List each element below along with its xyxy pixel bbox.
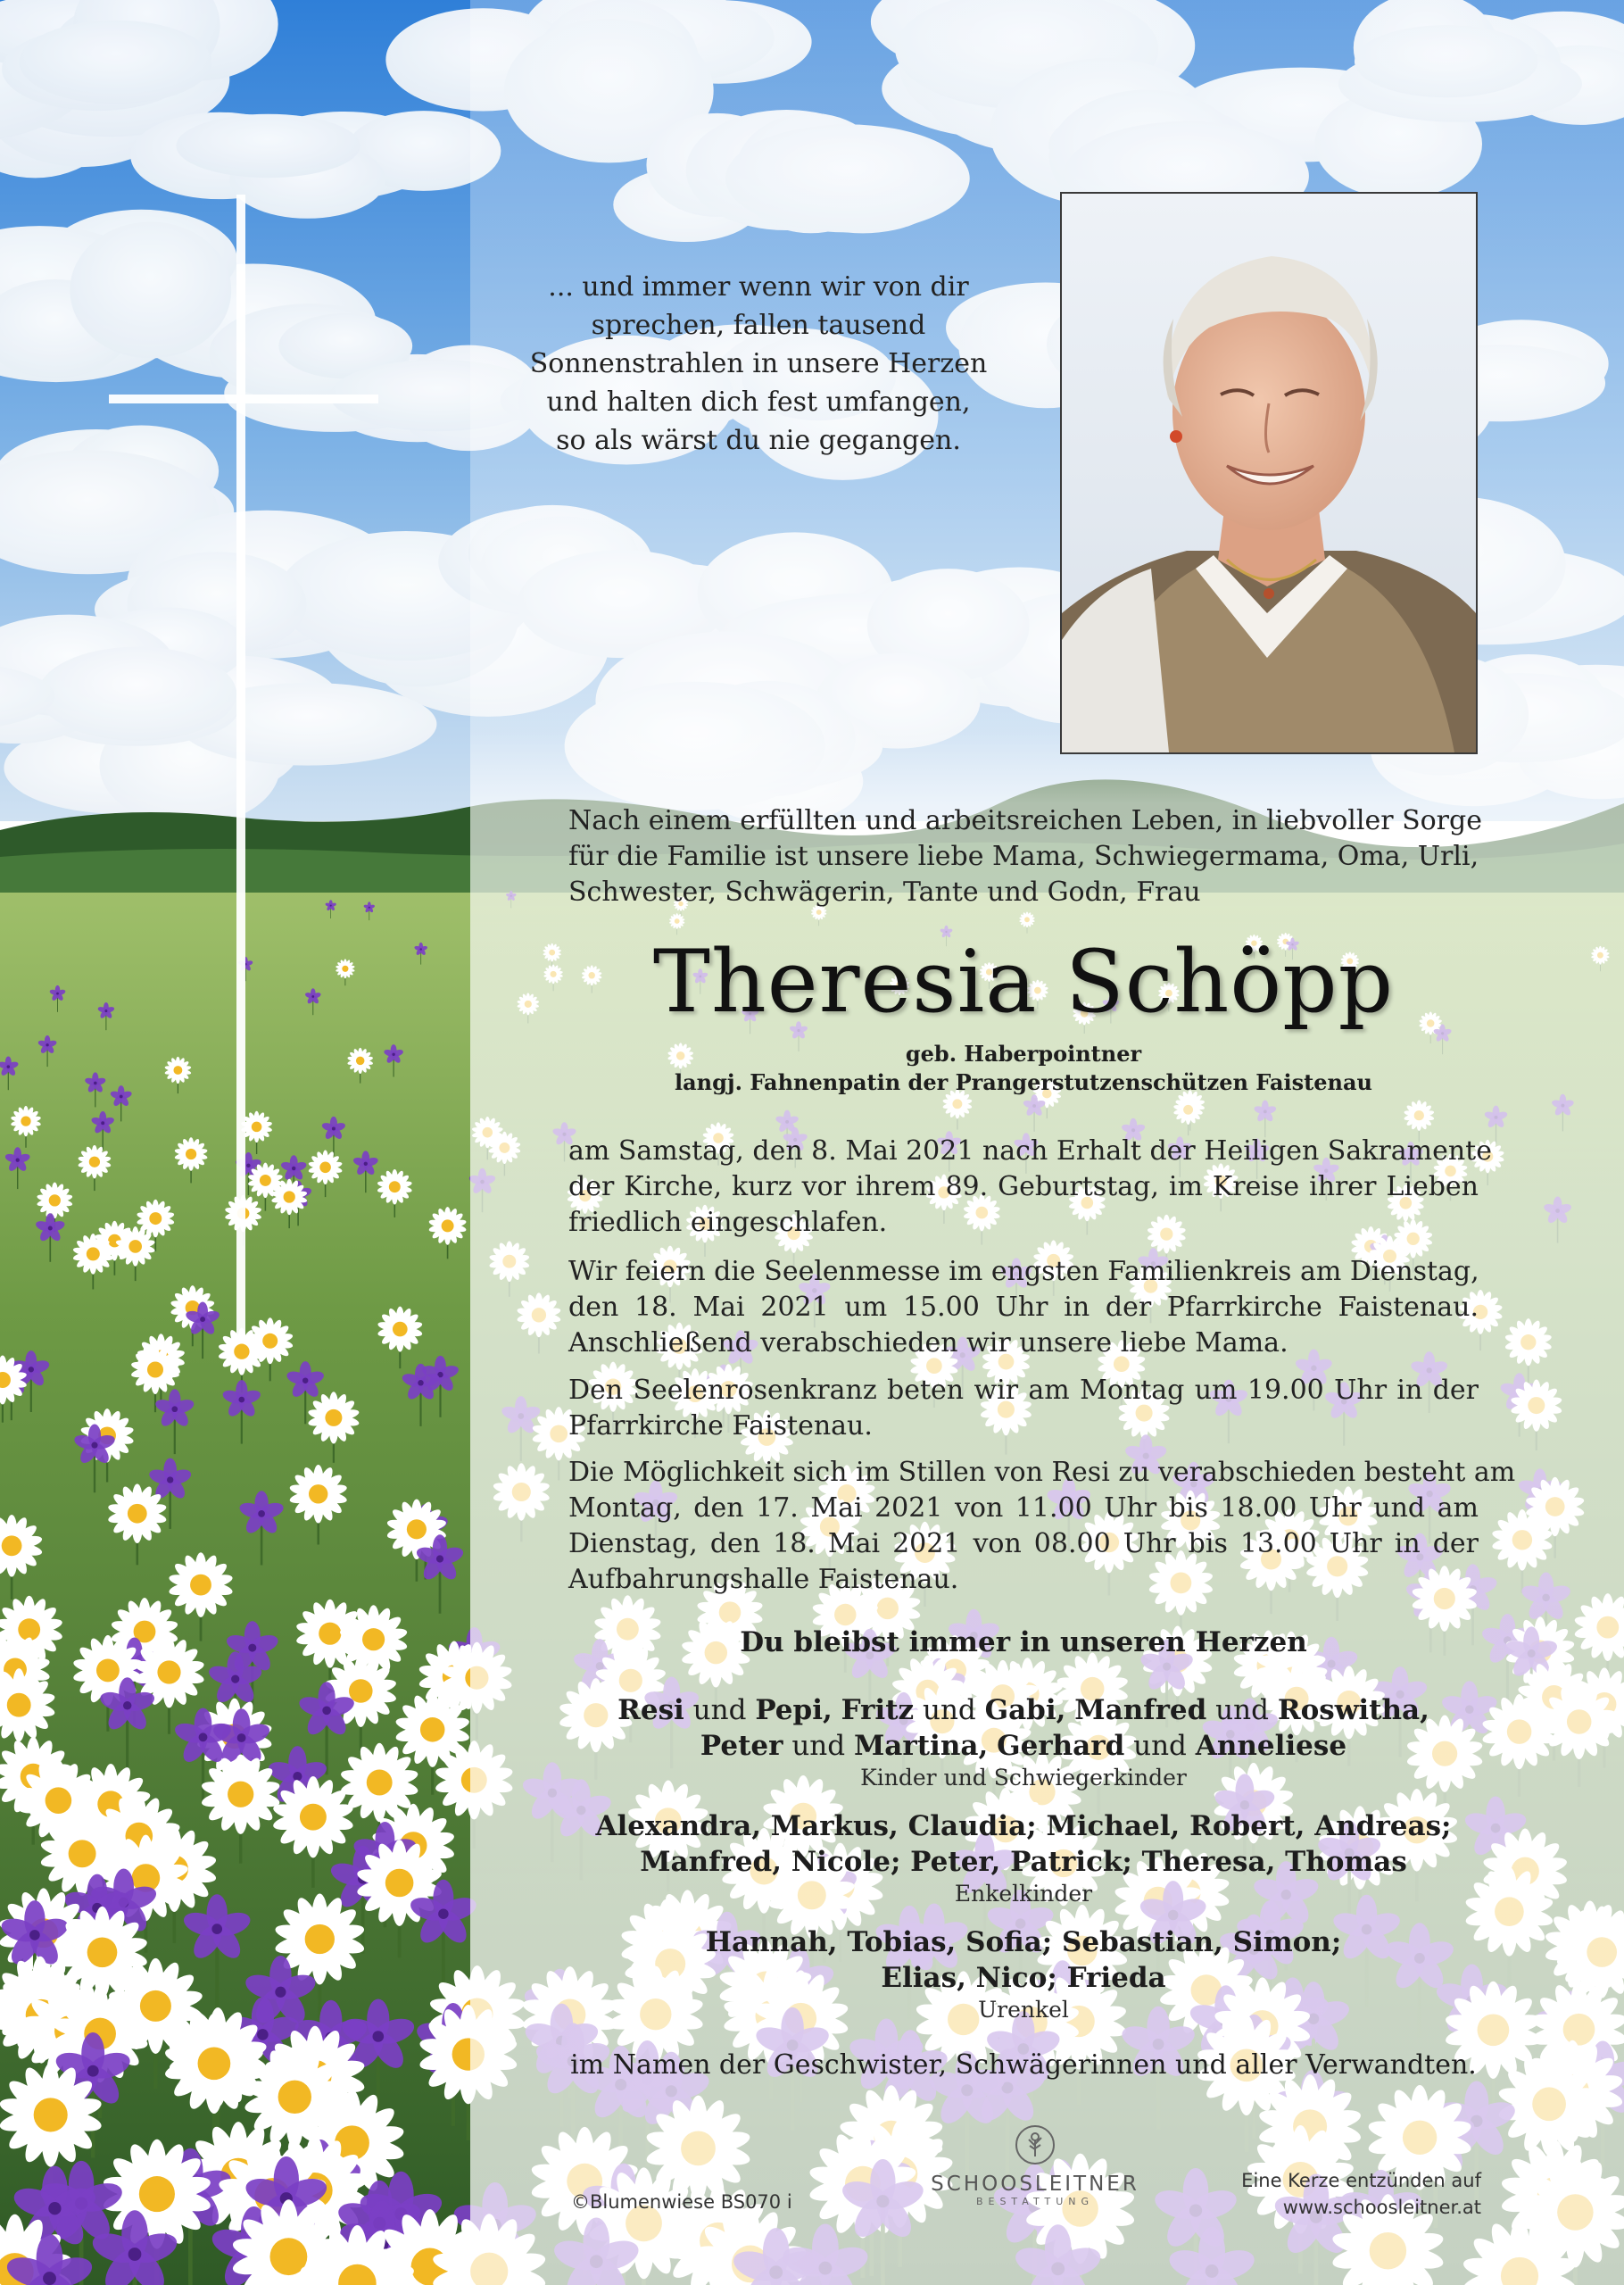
verse-line: ... und immer wenn wir von dir: [548, 271, 969, 303]
candle-text: Eine Kerze entzünden auf: [1241, 2170, 1481, 2191]
death-paragraph: [568, 1134, 1492, 1241]
name-subtitle: [568, 1040, 1479, 1097]
children-line: Peter und Martina, Gerhard und Anneliese: [700, 1730, 1347, 1762]
candle-website-link[interactable]: www.schoosleitner.at: [1282, 2197, 1481, 2218]
children-line: Resi und Pepi, Fritz und Gabi, Manfred und Roswitha,: [617, 1694, 1429, 1726]
paragraph-line: Anschließend verabschieden wir unsere liebe Mama.: [568, 1327, 1288, 1359]
intro-line: für die Familie ist unsere liebe Mama, Schwiegermama, Oma, Urli,: [568, 841, 1479, 872]
closing-line: im Namen der Geschwister, Schwägerinnen und aller Verwandten.: [570, 2049, 1477, 2081]
paragraph-line: der Kirche, kurz vor ihrem 89. Geburtstag, im Kreise ihrer Lieben: [568, 1171, 1479, 1202]
heart-line: Du bleibst immer in unseren Herzen: [740, 1626, 1307, 1658]
great-grandchildren-caption: Urenkel: [978, 1997, 1069, 2023]
grandchildren-line: Alexandra, Markus, Claudia; Michael, Robert, Andreas;: [595, 1810, 1452, 1842]
logo-tagline: BESTATTUNG: [975, 2196, 1095, 2207]
paragraph-line: am Samstag, den 8. Mai 2021 nach Erhalt der Heiligen Sakramente: [568, 1135, 1492, 1167]
great-grandchildren-block: [568, 1924, 1479, 2024]
memorial-verse: [526, 268, 990, 460]
verse-line: sprechen, fallen tausend: [591, 310, 926, 341]
paragraph-line: Pfarrkirche Faistenau.: [568, 1410, 873, 1442]
children-block: [568, 1692, 1479, 1792]
intro-line: Nach einem erfüllten und arbeitsreichen Leben, in liebvoller Sorge: [568, 805, 1482, 836]
logo-name: SCHOOSLEITNER: [931, 2173, 1139, 2196]
paragraph-line: Wir feiern die Seelenmesse im engsten Familienkreis am Dienstag,: [568, 1256, 1479, 1287]
deceased-name: Theresia Schöpp: [652, 932, 1395, 1032]
paragraph-line: Aufbahrungshalle Faistenau.: [568, 1564, 959, 1595]
candle-notice: [1241, 2167, 1481, 2221]
children-caption: Kinder und Schwiegerkinder: [860, 1765, 1187, 1791]
portrait-photo: [1060, 192, 1478, 754]
grandchildren-block: [568, 1808, 1479, 1908]
image-credit: ©Blumenwiese BS070 i: [571, 2191, 792, 2213]
paragraph-line: Die Möglichkeit sich im Stillen von Resi zu verabschieden besteht am: [568, 1457, 1516, 1488]
paragraph-line: Den Seelenrosenkranz beten wir am Montag um 19.00 Uhr in der: [568, 1375, 1479, 1406]
maiden-name: geb. Haberpointner: [905, 1041, 1142, 1067]
verse-line: so als wärst du nie gegangen.: [556, 425, 961, 456]
paragraph-line: friedlich eingeschlafen.: [568, 1207, 888, 1238]
paragraph-line: Montag, den 17. Mai 2021 von 11.00 Uhr bis 18.00 Uhr und am: [568, 1492, 1479, 1524]
schoosleitner-logo: [919, 2124, 1151, 2207]
intro-text: [568, 803, 1482, 910]
great-grandchildren-line: Hannah, Tobias, Sofia; Sebastian, Simon;: [705, 1926, 1342, 1958]
tree-logo-icon: [1015, 2124, 1056, 2165]
paragraph-line: den 18. Mai 2021 um 15.00 Uhr in der Pfarrkirche Faistenau.: [568, 1292, 1479, 1323]
grandchildren-caption: Enkelkinder: [954, 1881, 1093, 1907]
mass-paragraph: [568, 1254, 1479, 1361]
grandchildren-line: Manfred, Nicole; Peter, Patrick; Theresa, Thomas: [640, 1846, 1407, 1878]
intro-line: Schwester, Schwägerin, Tante und Godn, Frau: [568, 877, 1201, 908]
verse-line: und halten dich fest umfangen,: [546, 386, 971, 418]
role-line: langj. Fahnenpatin der Prangerstutzenschützen Faistenau: [675, 1069, 1372, 1095]
rosary-paragraph: [568, 1373, 1479, 1444]
paragraph-line: Dienstag, den 18. Mai 2021 von 08.00 Uhr bis 13.00 Uhr in der: [568, 1528, 1479, 1559]
viewing-paragraph: [568, 1455, 1516, 1598]
verse-line: Sonnenstrahlen in unsere Herzen: [529, 348, 988, 379]
great-grandchildren-line: Elias, Nico; Frieda: [881, 1962, 1166, 1994]
